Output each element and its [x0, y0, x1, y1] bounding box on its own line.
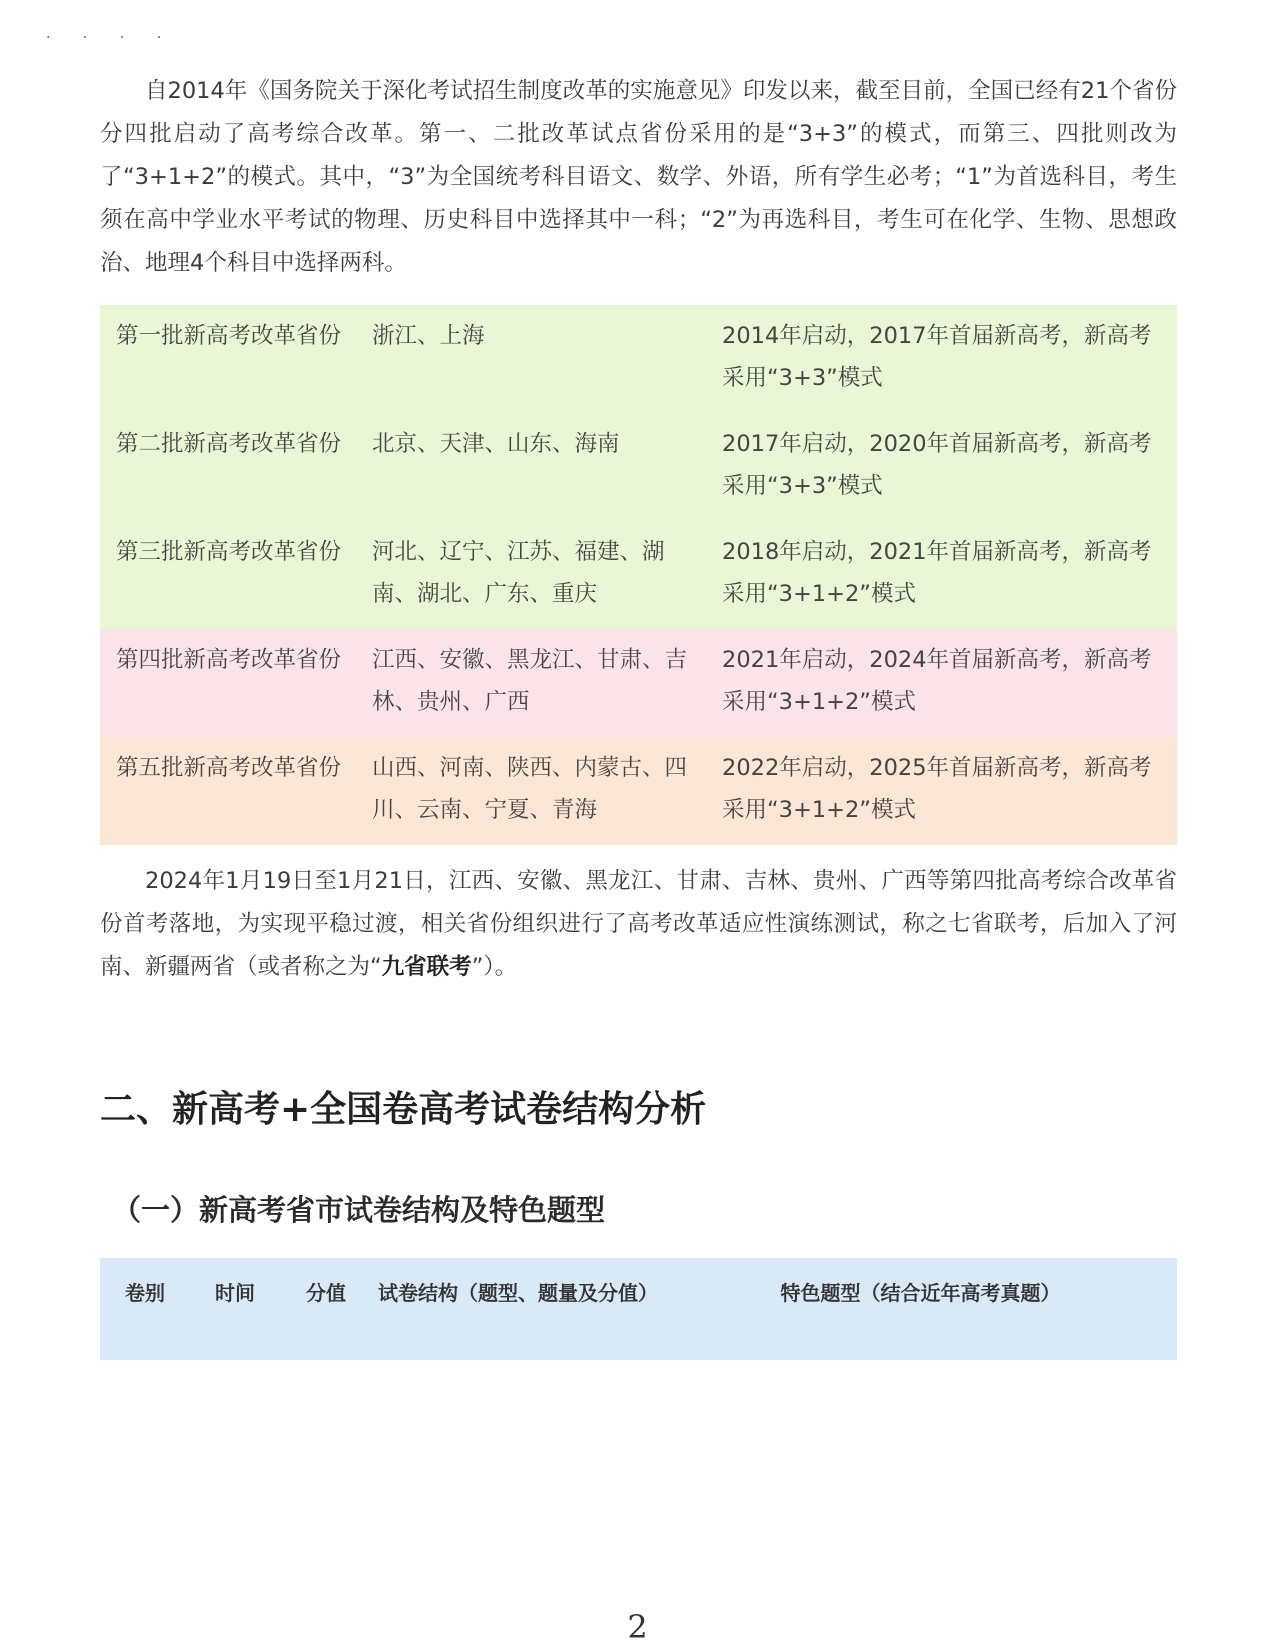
header-time: 时间 [215, 1281, 255, 1305]
provinces-cell: 江西、安徽、黑龙江、甘肃、吉林、贵州、广西 [372, 647, 688, 715]
batch-row [100, 413, 1177, 521]
batch-row [100, 629, 1177, 737]
batch-name-cell: 第五批新高考改革省份 [116, 755, 342, 781]
exam-structure-table [100, 1258, 1177, 1360]
header-paper-type: 卷别 [125, 1281, 165, 1305]
batch-name-cell: 第二批新高考改革省份 [116, 431, 342, 457]
header-structure: 试卷结构（题型、题量及分值） [378, 1281, 658, 1305]
second-paragraph-text: 2024年1月19日至1月21日，江西、安徽、黑龙江、甘肃、吉林、贵州、广西等第四批高考综合改革省份首考落地，为实现平稳过渡，相关省份组织进行了高考改革适应性演练测试，称之七省联考，后加入了河南、新疆两省（或者称之为“ [100, 868, 1177, 980]
batch-note-cell: 2017年启动，2020年首届新高考，新高考采用“3+3”模式 [722, 431, 1152, 499]
batch-row [100, 305, 1177, 413]
provinces-cell: 浙江、上海 [372, 323, 485, 349]
header-featured-questions: 特色题型（结合近年高考真题） [780, 1281, 1061, 1305]
nine-province-exam-bold: 九省联考 [381, 954, 472, 980]
batch-row [100, 521, 1177, 629]
batch-note-cell: 2022年启动，2025年首届新高考，新高考采用“3+1+2”模式 [722, 755, 1152, 823]
batch-note-cell: 2021年启动，2024年首届新高考，新高考采用“3+1+2”模式 [722, 647, 1152, 715]
batch-name-cell: 第三批新高考改革省份 [116, 539, 342, 565]
page-number: 2 [627, 1608, 648, 1646]
batch-note-cell: 2018年启动，2021年首届新高考，新高考采用“3+1+2”模式 [722, 539, 1152, 607]
subsection-heading: （一）新高考省市试卷结构及特色题型 [112, 1193, 606, 1227]
provinces-cell: 北京、天津、山东、海南 [372, 431, 620, 457]
reform-batches-body [100, 305, 1177, 845]
provinces-cell: 河北、辽宁、江苏、福建、湖南、湖北、广东、重庆 [372, 539, 665, 607]
exam-structure-header-row [100, 1258, 1177, 1360]
batch-note-cell: 2014年启动，2017年首届新高考，新高考采用“3+3”模式 [722, 323, 1152, 391]
batch-name-cell: 第四批新高考改革省份 [116, 647, 342, 673]
scan-marks: · · · · [46, 30, 176, 46]
intro-paragraph: 自2014年《国务院关于深化考试招生制度改革的实施意见》印发以来，截至目前，全国已经有21个省份分四批启动了高考综合改革。第一、二批改革试点省份采用的是“3+3”的模式，而第三、四批则改为了“3+1+2”的模式。其中，“3”为全国统考科目语文、数学、外语，所有学生必考；“1”为首选科目，考生须在高中学业水平考试的物理、历史科目中选择其中一科；“2”为再选科目，考生可在化学、生物、思想政治、地理4个科目中选择两科。 [100, 78, 1177, 276]
provinces-cell: 山西、河南、陕西、内蒙古、四川、云南、宁夏、青海 [372, 755, 688, 823]
batch-row [100, 737, 1177, 845]
batch-name-cell: 第一批新高考改革省份 [116, 323, 342, 349]
header-score: 分值 [306, 1281, 346, 1305]
section-heading: 二、新高考+全国卷高考试卷结构分析 [100, 1089, 707, 1130]
reform-batches-table [100, 305, 1177, 845]
second-paragraph [100, 860, 1177, 989]
second-paragraph-tail: ”）。 [471, 954, 518, 980]
